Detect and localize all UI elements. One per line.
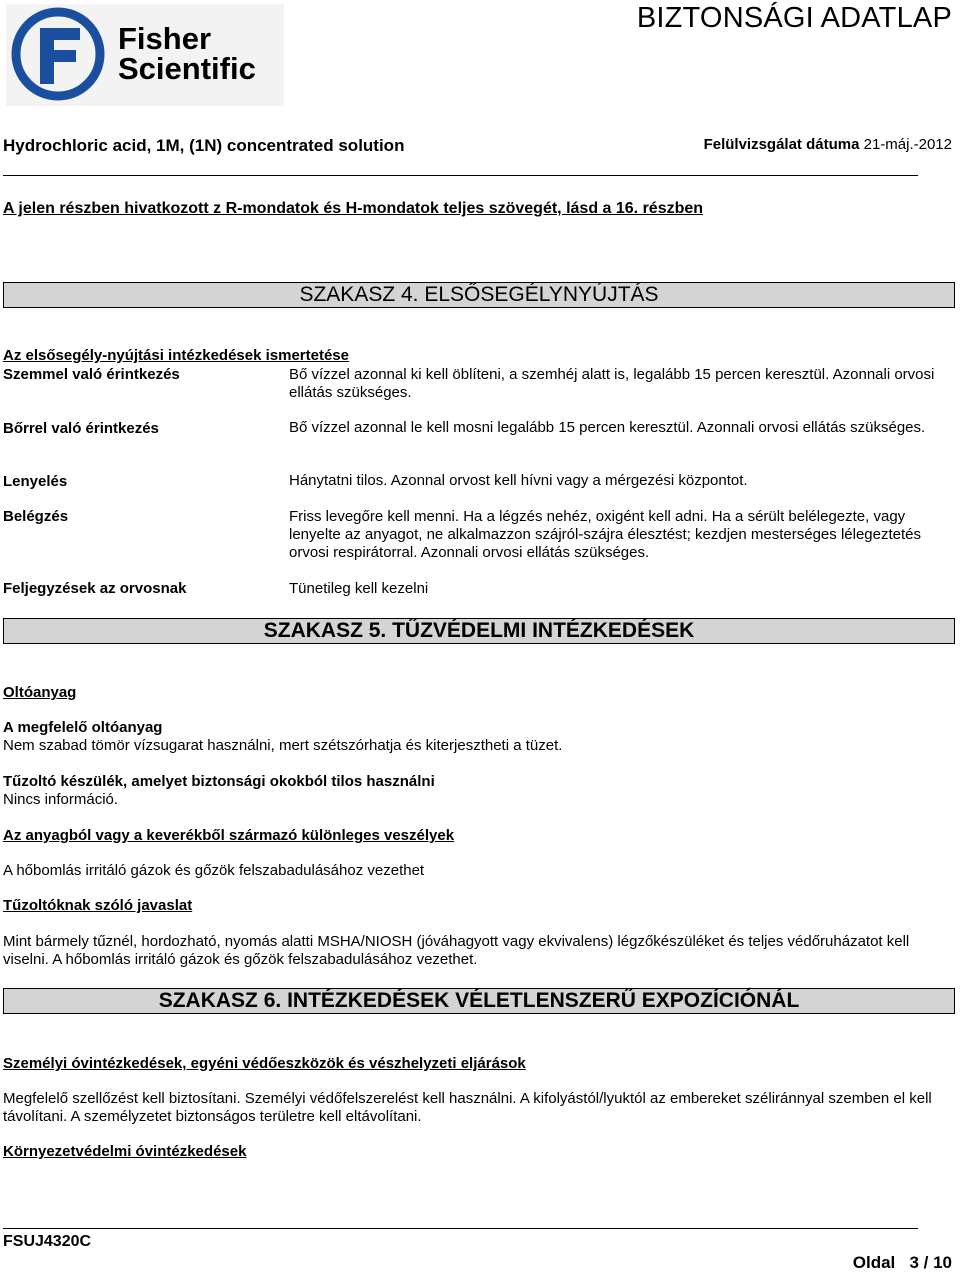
environmental-precautions-heading: Környezetvédelmi óvintézkedések: [3, 1143, 247, 1160]
skin-contact-text: Bő vízzel azonnal le kell mosni legalább 15 percen keresztül. Azonnali orvosi ellátás szükséges.: [289, 419, 926, 436]
unsuitable-media-heading: Tűzoltó készülék, amelyet biztonsági okokból tilos használni: [3, 773, 435, 790]
section-5-title: SZAKASZ 5. TŰZVÉDELMI INTÉZKEDÉSEK: [3, 618, 955, 644]
unsuitable-media-text: Nincs információ.: [3, 791, 119, 808]
physician-notes-text: Tünetileg kell kezelni: [289, 580, 429, 597]
section-4-title: SZAKASZ 4. ELSŐSEGÉLYNYÚJTÁS: [3, 282, 955, 308]
revision-date: [704, 136, 952, 153]
suitable-media-heading: A megfelelő oltóanyag: [3, 719, 163, 736]
firefighter-advice-text: Mint bármely tűznél, hordozható, nyomás alatti MSHA/NIOSH (jóváhagyott vagy ekvivalens) légzőkészüléket és teljes védőruházatot kell viselni. A hőbomlás irritáló gázok és gőzök felszabadulásához vezethet.: [3, 933, 910, 968]
section-6-title: SZAKASZ 6. INTÉZKEDÉSEK VÉLETLENSZERŰ EXPOZÍCIÓNÁL: [3, 988, 955, 1014]
personal-precautions-heading: Személyi óvintézkedések, egyéni védőeszközök és vészhelyzeti eljárások: [3, 1055, 526, 1072]
product-name: Hydrochloric acid, 1M, (1N) concentrated solution: [3, 136, 405, 155]
page-number: 3 / 10: [909, 1253, 952, 1272]
logo-text-fisher: Fisher: [118, 21, 212, 56]
revision-value: 21-máj.-2012: [863, 136, 952, 153]
personal-precautions-text: Megfelelő szellőzést kell biztosítani. Személyi védőfelszerelést kell használni. A kifolyástól/lyuktól az embereket széliránnyal szemben el kell távolítani. A személyzetet biztonságos területre kell eltávolítani.: [3, 1090, 932, 1125]
document-code: FSUJ4320C: [3, 1233, 92, 1250]
page-indicator: [853, 1253, 952, 1273]
ingestion-text: Hánytatni tilos. Azonnal orvost kell hívni vagy a mérgezési központot.: [289, 472, 748, 489]
ingestion-label: Lenyelés: [3, 473, 68, 490]
section-4-subtitle: Az elsősegély-nyújtási intézkedések ismertetése: [3, 347, 349, 364]
page-label: Oldal: [852, 1253, 896, 1272]
inhalation-label: Belégzés: [3, 508, 69, 525]
suitable-media-text: Nem szabad tömör vízsugarat használni, mert szétszórhatja és kiterjesztheti a tüzet.: [3, 737, 563, 754]
physician-notes-label: Feljegyzések az orvosnak: [3, 580, 187, 597]
revision-label: Felülvizsgálat dátuma: [703, 136, 860, 153]
extinguishing-media-heading: Oltóanyag: [3, 684, 77, 701]
fisher-scientific-logo: [6, 4, 284, 106]
special-hazards-heading: Az anyagból vagy a keverékből származó különleges veszélyek: [3, 827, 455, 844]
inhalation-text: Friss levegőre kell menni. Ha a légzés nehéz, oxigént kell adni. Ha a sérült belélegezte, vagy lenyelte az anyagot, ne alkalmazzon szájról-szájra élesztést; kezdjen mesterséges lélegeztetés orvosi respirátorral. Azonnali orvosi ellátás szükséges.: [289, 508, 921, 561]
skin-contact-label: Bőrrel való érintkezés: [3, 420, 159, 437]
special-hazards-text: A hőbomlás irritáló gázok és gőzök felszabadulásához vezethet: [3, 862, 425, 879]
document-title: BIZTONSÁGI ADATLAP: [636, 2, 952, 34]
eye-contact-label: Szemmel való érintkezés: [3, 366, 180, 383]
reference-note: A jelen részben hivatkozott z R-mondatok és H-mondatok teljes szövegét, lásd a 16. részben: [3, 200, 704, 217]
logo-text-scientific: Scientific: [118, 51, 256, 86]
footer-divider: [3, 1228, 918, 1229]
header-divider: [3, 175, 918, 176]
eye-contact-text: Bő vízzel azonnal ki kell öblíteni, a szemhéj alatt is, legalább 15 percen keresztül. Azonnali orvosi ellátás szükséges.: [289, 366, 935, 401]
firefighter-advice-heading: Tűzoltóknak szóló javaslat: [3, 897, 193, 914]
